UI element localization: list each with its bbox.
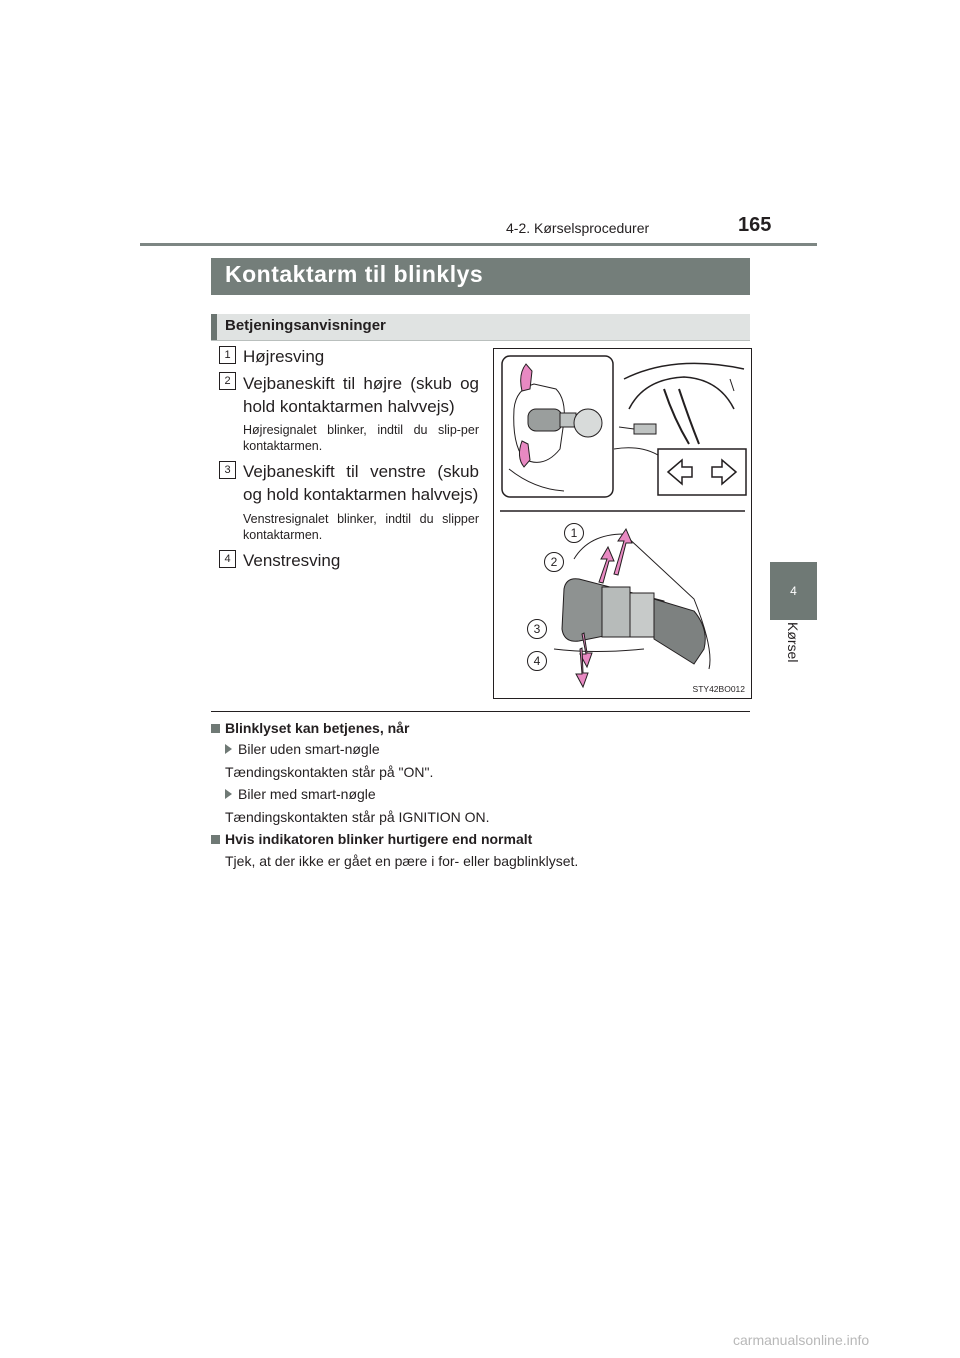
- info-bullet-1: [225, 741, 380, 757]
- step-number-1: 1: [219, 346, 236, 364]
- chapter-tab[interactable]: [770, 562, 817, 620]
- info-text-1: Tændingskontakten står på "ON".: [225, 764, 434, 780]
- page-number: 165: [738, 214, 772, 236]
- subheading: Betjeningsanvisninger: [225, 317, 386, 334]
- step-note-2: Højresignalet blinker, indtil du slip-per kontaktarmen.: [243, 423, 479, 453]
- subheading-bar: [211, 314, 750, 341]
- turn-signal-illustration: [493, 348, 752, 699]
- page-title: Kontaktarm til blinklys: [225, 261, 484, 287]
- info-heading-2: [211, 831, 532, 847]
- illustration-code: STY42BO012: [692, 684, 745, 694]
- illustration-drawing: [494, 349, 751, 698]
- step-text-2: Vejbaneskift til højre (skub og hold kontaktarmen halvvejs): [243, 374, 479, 416]
- callout-3: 3: [527, 619, 547, 639]
- subheading-marker: [211, 314, 217, 340]
- info-text-2: Tændingskontakten står på IGNITION ON.: [225, 809, 490, 825]
- square-bullet-icon: [211, 724, 220, 733]
- info-heading-1-text: Blinklyset kan betjenes, når: [225, 720, 410, 736]
- square-bullet-icon: [211, 835, 220, 844]
- callout-4: 4: [527, 651, 547, 671]
- step-number-2: 2: [219, 372, 236, 390]
- info-bullet-2-text: Biler med smart-nøgle: [238, 786, 376, 802]
- callout-2: 2: [544, 552, 564, 572]
- callout-1: 1: [564, 523, 584, 543]
- chapter-number: 4: [790, 584, 797, 598]
- step-note-3: Venstresignalet blinker, indtil du slipper kontaktarmen.: [243, 512, 479, 542]
- info-text-3: Tjek, at der ikke er gået en pære i for- eller bagblinklyset.: [225, 853, 579, 869]
- triangle-bullet-icon: [225, 744, 232, 754]
- info-bullet-2: [225, 786, 376, 802]
- header-divider: [140, 243, 817, 246]
- info-heading-2-text: Hvis indikatoren blinker hurtigere end normalt: [225, 831, 533, 847]
- section-divider: [211, 711, 750, 712]
- step-text-3: Vejbaneskift til venstre (skub og hold kontaktarmen halvvejs): [243, 462, 479, 504]
- watermark: carmanualsonline.info: [733, 1332, 870, 1348]
- triangle-bullet-icon: [225, 789, 232, 799]
- section-title: 4-2. Kørselsprocedurer: [506, 220, 650, 236]
- info-heading-1: [211, 720, 409, 736]
- step-text-1: Højresving: [243, 347, 325, 366]
- step-number-4: 4: [219, 550, 236, 568]
- step-text-4: Venstresving: [243, 551, 341, 570]
- info-bullet-1-text: Biler uden smart-nøgle: [238, 741, 380, 757]
- step-number-3: 3: [219, 461, 236, 479]
- title-bar: [211, 258, 750, 295]
- chapter-label: Kørsel: [785, 622, 801, 663]
